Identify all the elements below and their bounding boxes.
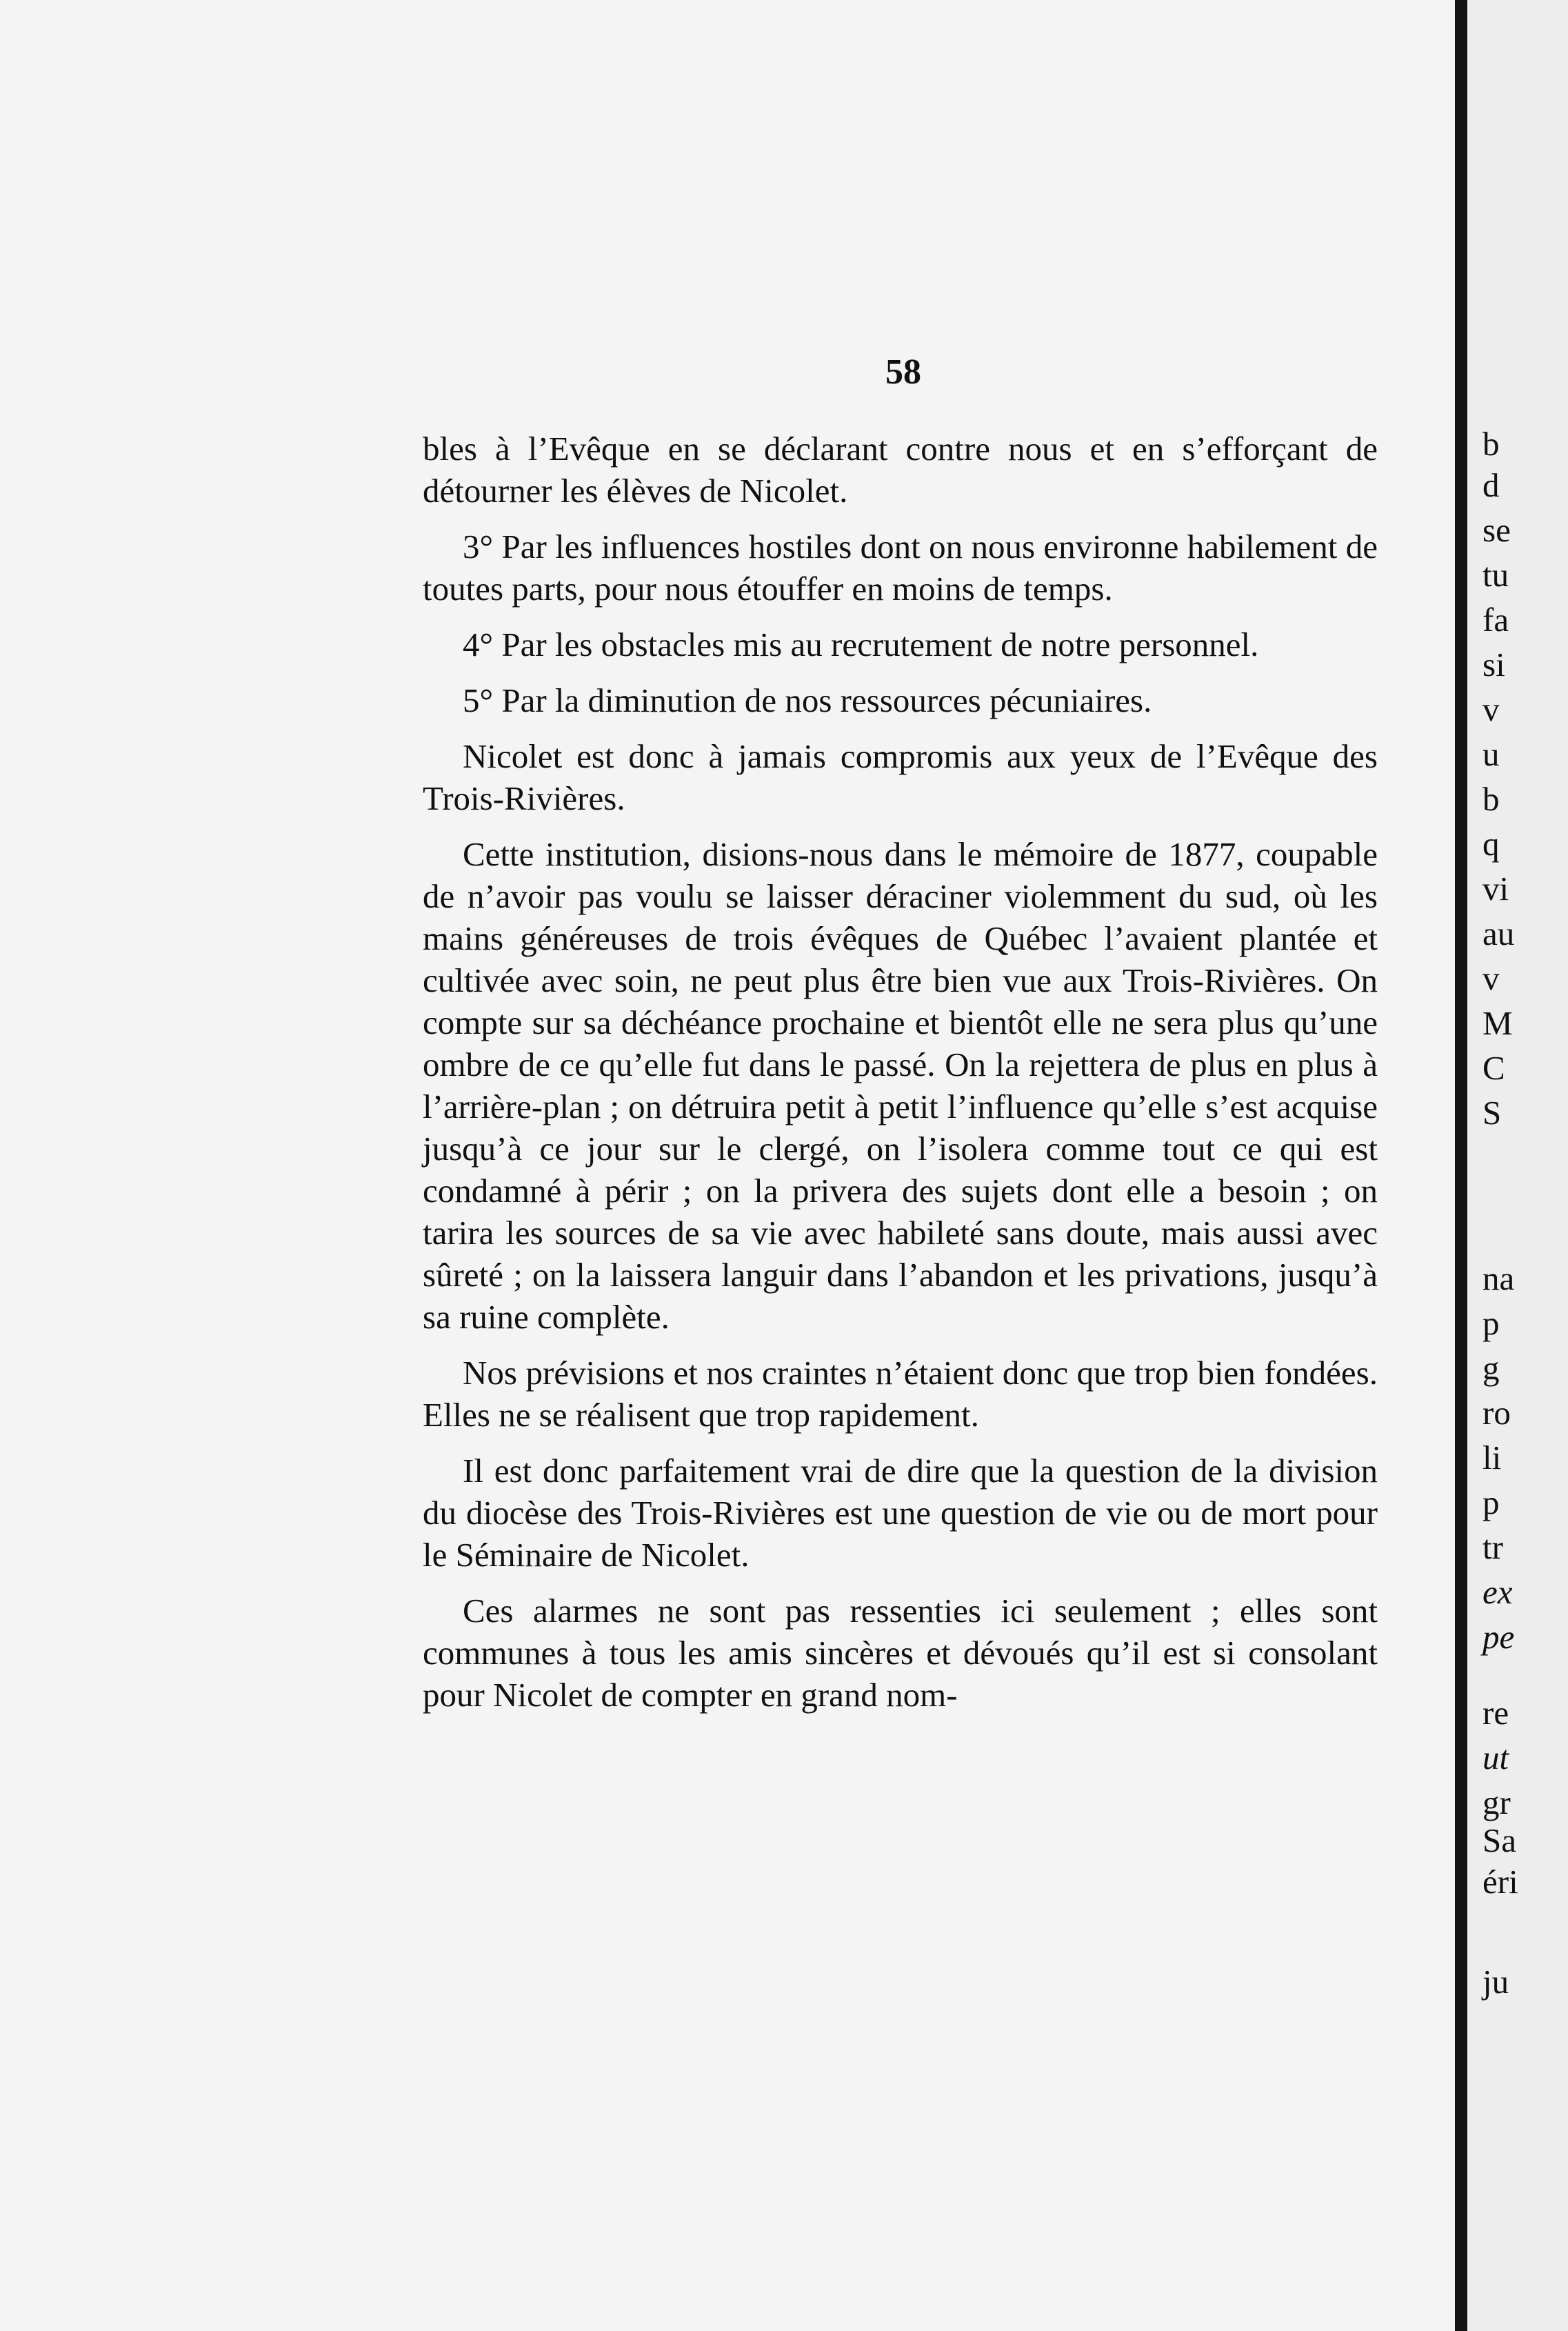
paragraph: Nos prévisions et nos craintes n’étaient donc que trop bien fondées. Elles ne se réalisent que trop rapidement. (423, 1354, 1378, 1434)
text-fragment: ju (1482, 1963, 1509, 2001)
paragraph: bles à l’Evêque en se déclarant contre nous et en s’efforçant de détourner les élèves de Nicolet. (423, 430, 1378, 510)
text-fragment: Sa (1482, 1821, 1516, 1859)
text-fragment: éri (1482, 1863, 1518, 1901)
text-fragment: au (1482, 914, 1515, 952)
text-fragment: tu (1482, 556, 1509, 594)
text-fragment: tr (1482, 1528, 1503, 1566)
text-fragment: ut (1482, 1739, 1509, 1777)
text-fragment: M (1482, 1004, 1513, 1042)
text-fragment: vi (1482, 870, 1509, 908)
text-fragment: fa (1482, 601, 1509, 639)
text-fragment: gr (1482, 1783, 1511, 1821)
text-fragment: si (1482, 646, 1505, 683)
paragraph: 5° Par la diminution de nos ressources pécuniaires. (463, 681, 1152, 719)
paragraph: Cette institution, disions-nous dans le mémoire de 1877, coupable de n’avoir pas voulu se laisser déraciner violemment du sud, où les mains généreuses de trois évêques de Québec l’avaient plantée et cultivée avec soin, ne peut plus être bien vue aux Trois-Rivières. On compte sur sa déchéance prochaine et bientôt elle ne sera plus qu’une ombre de ce qu’elle fut dans le passé. On la rejettera de plus en plus à l’arrière-plan ; on détruira petit à petit l’influence qu’elle s’est acquise jusqu’à ce jour sur le clergé, on l’isolera comme tout ce qui est condamné à périr ; on la privera des sujets dont elle a besoin ; on tarira les sources de sa vie avec habileté sans doute, mais aussi avec sûreté ; on la laissera languir dans l’abandon et les privations, jusqu’à sa ruine complète. (423, 835, 1378, 1336)
text-fragment: b (1482, 425, 1500, 463)
adjacent-page-edge (1467, 0, 1568, 2331)
paragraph: 4° Par les obstacles mis au recrutement de notre personnel. (463, 626, 1259, 663)
page-number: 58 (885, 352, 921, 392)
text-fragment: re (1482, 1694, 1509, 1732)
text-fragment: u (1482, 735, 1500, 773)
text-fragment: g (1482, 1349, 1500, 1387)
text-fragment: b (1482, 780, 1500, 818)
text-fragment: ex (1482, 1573, 1513, 1611)
text-fragment: na (1482, 1259, 1515, 1297)
text-fragment: pe (1482, 1618, 1515, 1656)
text-fragment: S (1482, 1094, 1502, 1132)
text-fragment: v (1482, 690, 1500, 728)
paragraph: Nicolet est donc à jamais compromis aux yeux de l’Evêque des Trois-Rivières. (423, 737, 1378, 817)
paragraph: Il est donc parfaitement vrai de dire que la question de la division du diocèse des Trois-Rivières est une question de vie ou de mort pour le Séminaire de Nicolet. (423, 1452, 1378, 1574)
text-fragment: ro (1482, 1394, 1511, 1432)
text-fragment: se (1482, 511, 1511, 549)
book-gutter (1455, 0, 1467, 2331)
paragraph: 3° Par les influences hostiles dont on nous environne habilement de toutes parts, pour nous étouffer en moins de temps. (423, 528, 1378, 608)
text-fragment: li (1482, 1439, 1502, 1477)
body-text (423, 428, 1378, 1730)
text-fragment: p (1482, 1483, 1500, 1521)
text-fragment: v (1482, 959, 1500, 997)
text-fragment: p (1482, 1304, 1500, 1342)
paragraph: Ces alarmes ne sont pas ressenties ici seulement ; elles sont communes à tous les amis sincères et dévoués qu’il est si consolant pour Nicolet de compter en grand nom- (423, 1592, 1378, 1714)
text-fragment: q (1482, 825, 1500, 863)
text-fragment: C (1482, 1049, 1505, 1087)
text-fragment: d (1482, 466, 1500, 504)
